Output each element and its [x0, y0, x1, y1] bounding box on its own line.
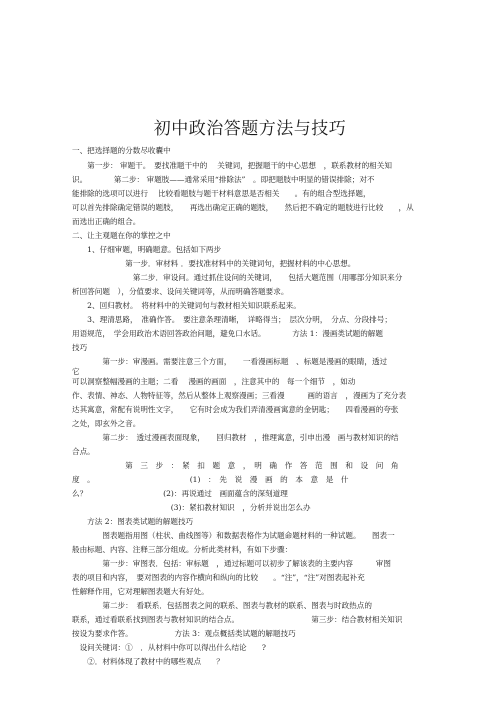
- text-line: 第一步．审材料 ．要找准材料中的关键词句，把握材料的中心思想。: [72, 259, 356, 268]
- text-line: 第二步： 看联系．包括图表之间的联系、图表与教材的联系、图表与时政热点的: [72, 601, 372, 610]
- text-line: 性解释作用，它对理解图表题大有好处。: [72, 587, 209, 596]
- text-line: 达其寓意，常配有说明性文字， 它有时会成为我们弄清漫画寓意的金钥匙； 四看漫画的夸张: [72, 405, 399, 414]
- text-line: 而选出正确的组合。: [72, 217, 141, 226]
- text-line: 设问关键词：① ．从材料中你可以得出什么结论 ?: [72, 643, 266, 652]
- text-line: 方法 2：图表类试题的解题技巧: [72, 517, 194, 526]
- text-line: 表的项目和内容， 要对图表的内容作横向和纵向的比较 。“注”，“注”对图表起补充: [72, 573, 365, 582]
- text-line: 3、理清思路， 准确作答。 要注意条理清晰， 详略得当； 层次分明， 分点、分段排号；: [72, 315, 392, 324]
- text-line: 第二步．审设问。通过抓住设问的关键词， 包括大题范围（用哪部分知识来分: [72, 273, 403, 282]
- text-line: 第一步：审图表．包括：审标题 ，通过标题可以初步了解该表的主要内容 审图: [72, 559, 391, 568]
- text-line: 按设为要求作答。 方法 3：观点概括类试题的解题技巧: [72, 629, 296, 638]
- text-line: 联系，通过看联系找到图表与教材知识的结合点。 第三步：结合教材相关知识: [72, 615, 403, 624]
- text-line: 能排除的选项可以进行 比较看题肢与题干材料意思是否相关 。有的组合型选择题，: [72, 189, 371, 198]
- text-line: 可以洞察整幅漫画的主题；二看 漫画的画面 ，注意其中的 每一个细节 ，如动: [72, 377, 356, 386]
- page-title: 初中政治答题方法与技巧: [153, 119, 347, 140]
- text-line: 第一步： 审题干。 要找准题干中的 关键词，把握题干的中心思想 ，联系教材的相关知: [72, 161, 392, 170]
- text-line: 之处，即玄外之音。: [72, 419, 141, 428]
- text-line: 二、让主观题在你的掌控之中: [72, 231, 171, 240]
- text-line: 1、仔细审题，明确题意。包括如下两步: [72, 245, 222, 254]
- text-line: 它: [72, 367, 80, 376]
- text-line: 用语规范， 学会用政治术语回答政治问题，避免口水话。 方法 1：漫画类试题的解题: [72, 329, 383, 338]
- text-line: 技巧: [72, 343, 88, 352]
- text-line: 识。 第二步： 审题肢——通常采用“排除法” 。即把题肢中明显的错误排除；对不: [72, 175, 375, 184]
- text-line: 般由标题、内容、注释三部分组成。分析此类材料，有如下步骤：: [72, 545, 293, 554]
- text-line: (3)：紧扣教材知识 ，分析并说出怎么办: [72, 503, 311, 512]
- text-line: 第二步： 透过漫画表面现象， 回归教材 ，推理寓意，引申出漫 画与教材知识的结: [72, 433, 399, 442]
- text-line: 作、表情、神态、人物特征等，然后从整体上观察漫画；三看漫 画的语言 ，漫画为了充分表: [72, 391, 407, 400]
- text-line: 一、把选择题的分数尽收囊中: [72, 146, 171, 155]
- text-line: 第一步：审漫画。需要注意三个方面， 一看漫画标题 、标题是漫画的眼睛，透过: [72, 357, 388, 366]
- text-line: 图表题指用图（柱状、曲线图等）和数据表格作为试题命题材料的一种试题。 图表一: [72, 531, 395, 540]
- text-line: 么？ (2)：再说通过 画面蕴含的深刻道理: [72, 489, 288, 498]
- text-line: 可以首先排除确定错误的题肢， 再选出确定正确的题肢， 然后把不确定的题肢进行比较 ，从: [72, 203, 414, 212]
- text-line: 度 。 (1) ： 先 说 漫 画 的 本 意 是 什: [72, 475, 349, 484]
- text-line: 第 三 步 ： 紧 扣 题 意 ， 明 确 作 答 范 围 和 设 问 角: [72, 461, 399, 470]
- text-line: ②．材料体现了教材中的哪些观点 ？: [72, 657, 224, 666]
- text-line: 2、回归教材。 将材料中的关键词句与教材相关知识联系起来。: [72, 301, 301, 310]
- text-line: 合点。: [72, 447, 95, 456]
- text-line: 析回答问题 ），分值要求、设问关键词等，从而明确答题要求。: [72, 287, 289, 296]
